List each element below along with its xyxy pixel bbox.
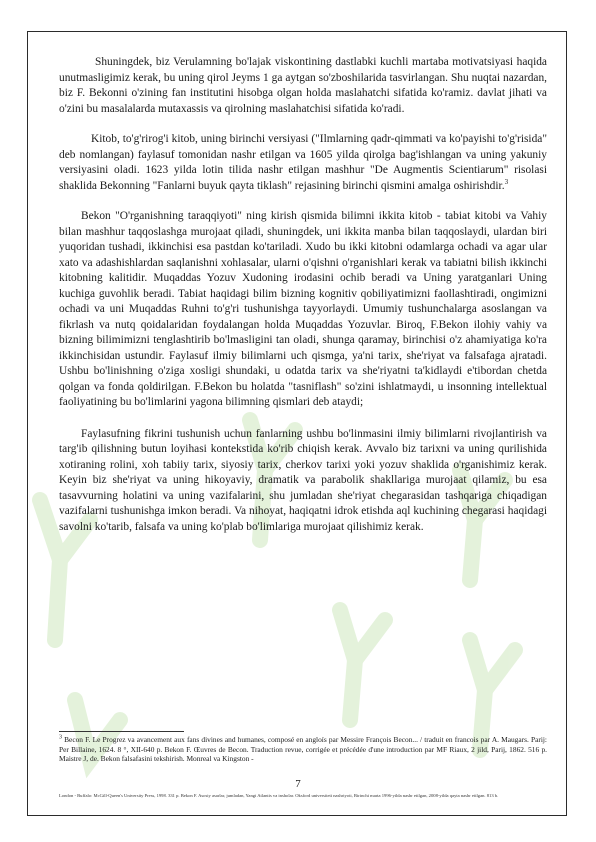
footnote-mark: 3 <box>59 734 62 741</box>
footnote-separator <box>59 731 184 732</box>
paragraph-4-text: Faylasufning fikrini tushunish uchun fanlarning ushbu bo'linmasini ilmiy bilimlarni rivojlantirish va targ'ib qilishning butun loyihasi kontekstida ko'rib chiqish kerak. Avvalo biz tarixni va uning qurilishida xotiraning rolini, xoh tabiiy tarix, siyosiy tarix, cherkov tarixi yoki yozuv shaklida o'rganishimiz kerak. Keyin biz she'riyat va uning hikoyaviy, dramatik va parabolik shakllariga murojaat qilamiz, bu esa tasavvurning holatini va uning vazifalarini, shu jumladan she'riyat chegarasidan tashqariga chiqadigan vazifalarni tushunishga imkon beradi. Va nihoyat, haqiqatni idrok etishda aql kuchining chegarasi haqidagi savolni ko'tarib, falsafa va uning ko'plab bo'limlariga murojaat qilishimiz kerak. <box>59 427 547 533</box>
footnote-text: Becon F. Le Progrez va avancement aux fans divines and humanes, composé en angloís par Messire François Becon... / traduit en francois par A. Maugars. Parij: Per Billaine, 1624. 8 °, XII-640 p. Bekon F. Œuvres de Becon. Traduction revue, corrigée et précédée d'une introduction par MF Riaux, 2 jild, Parij, 1862. 516 p. Maistre J, de. Bekon falsafasini tekshirish. Monreal va Kingston - <box>59 735 547 764</box>
footnote <box>59 735 547 764</box>
paragraph-4 <box>59 427 547 536</box>
paragraph-3-text: Bekon "O'rganishning taraqqiyoti" ning kirish qismida bilimni ikkita kitob - tabiat kitobi va Vahiy bilan mashhur taqqoslashga murojaat qiladi, shuningdek, uni ikkita manba bilan taqqoslaydi, ulardan biri yuqoridan tushadi, ikkinchisi esa pastdan ko'tariladi. Xudo bu ikki kitobni odamlarga ochadi va agar ular xato va adashishlardan saqlanishni xohlasalar, ularni o'qishni o'rganishlari kerak va tabiatni bilish ikkinchi kitobning kalitidir. Muqaddas Yozuv Xudoning irodasini ochib beradi va Uning yaratganlari Uning kuchiga guvohlik beradi. Tabiat haqidagi bilim bizning kognitiv qobiliyatimizni faollashtiradi, ongimizni ochadi va uni Muqaddas Ruhni to'g'ri tushunishga tayyorlaydi. Umumiy tushunchalarga asoslangan va fikrlash va nutq qoidalaridan foydalangan holda Muqaddas Yozuvlar. Biroq, F.Bekon ilohiy vahiy va bizning bilimimizni tenglashtirib bo'lmasligini tan oladi, shunga qaramay, birinchisi o'z ahamiyatiga ko'ra ikkinchisidan ustundir. Faylasuf ilmiy bilimlarni uch qismga, ya'ni tarix, she'riyat va falsafaga ajratadi. Ushbu bo'linishning o'ziga xosligi shundaki, u odatda tarix va she'riyatni ta'kidlaydi e'tibordan chetda qolgan va fonda qoldirilgan. F.Bekon bu holatda "tasniflash" so'zini ishlatmaydi, u insonning intellektual faoliyatining bu bo'limlarini yagona bilimning qismlari deb ataydi; <box>59 210 547 408</box>
paragraph-2 <box>59 132 547 194</box>
body-text <box>59 55 547 535</box>
paragraph-2-text: Kitob, to'g'rirog'i kitob, uning birinchi versiyasi ("Ilmlarning qadr-qimmati va ko'payishi to'g'risida" deb nomlangan) faylasuf tomonidan nashr etilgan va 1605 yilda qirolga bag'ishlangan va uning yakuniy versiyasini oladi. 1623 yilda lotin tilida nashr etilgan mashhur "De Augmentis Scientiarum" risolasi shaklida Bekonning "Fanlarni buyuk qayta tiklash" rejasining birinchi qismini amalga oshirishdir. <box>59 133 547 192</box>
paragraph-3 <box>59 209 547 411</box>
footnote-reference[interactable]: 3 <box>504 177 509 186</box>
paragraph-1 <box>59 55 547 117</box>
paragraph-1-text: Shuningdek, biz Verulamning bo'lajak viskontining dastlabki kuchli martaba motivatsiyasi haqida unutmasligimiz kerak, bu uning qirol Jeyms 1 ga aytgan so'zboshilarida tasvirlangan. Shu nuqtai nazardan, biz F. Bekonni o'zining fan institutini hisobga olgan holda maslahatchi sifatida ko'ramiz. davlat jihati va o'zini bu masalalarda mutaxassis va qirolning maslahatchisi sifatida ko'radi. <box>59 56 547 115</box>
page-number: 7 <box>295 778 301 790</box>
footnote-continuation: London - Buffalo: McGill-Queen's University Press, 1998. 331 p. Bekon F. Asosiy asarlar, jumladan, Yangi Atlantis va insholar. Oksford universiteti nashriyoti, Birinchi marta 1996-yilda nashr etilgan, 2008-yilda qayta nashr etilgan. 813 b. <box>59 793 499 798</box>
